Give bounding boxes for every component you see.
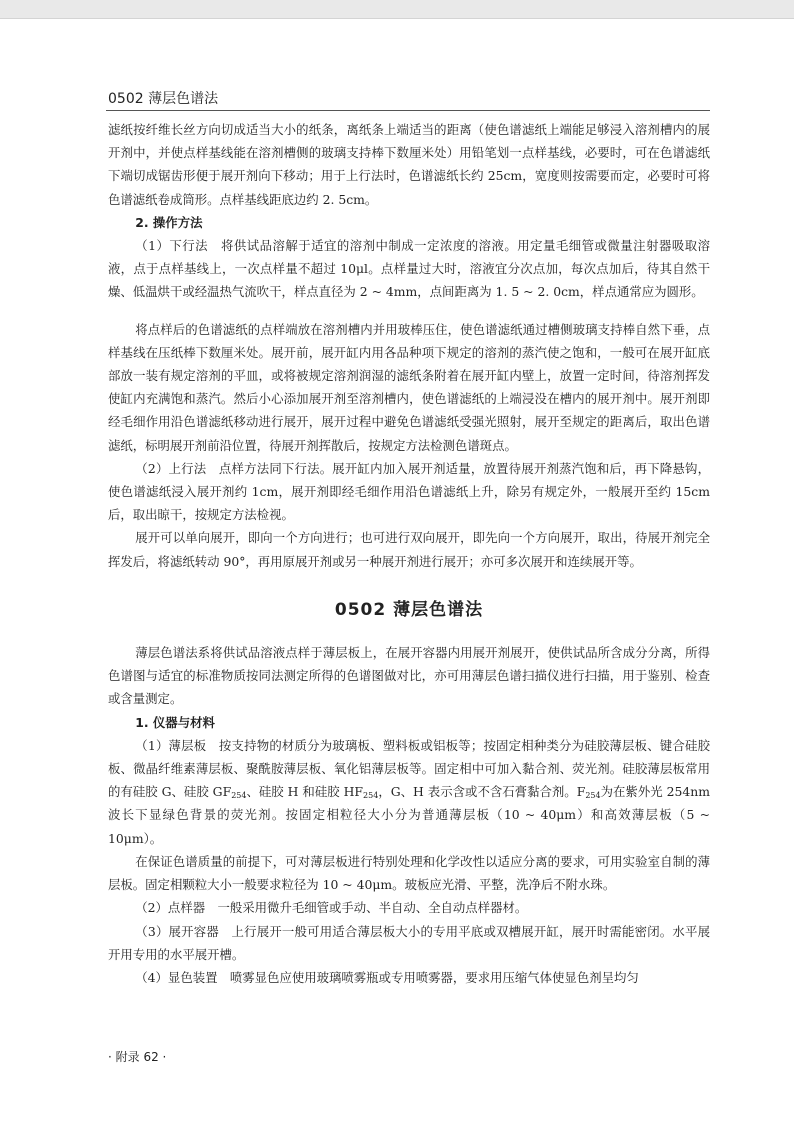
paragraph-development-container: （3）展开容器 上行展开一般可用适合薄层板大小的专用平底或双槽展开缸，展开时需能密闭。水平展开用专用的水平展开槽。 [108,923,710,962]
plate-text-part-2: 、硅胶 H 和硅胶 HF [246,784,364,800]
paragraph-development-procedure: 将点样后的色谱滤纸的点样端放在溶剂槽内并用玻棒压住，使色谱滤纸通过槽侧玻璃支持棒自然下垂，点样基线在压纸棒下数厘米处。展开前，展开缸内用各品种项下规定的溶剂的蒸汽使之饱和，一般可在展开缸底部放一装有规定溶剂的平皿，或将被规定溶剂润湿的滤纸条附着在展开缸内壁上，放置一定时间，待溶剂挥发使缸内充满饱和蒸汽。然后小心添加展开剂至溶剂槽内，使色谱滤纸的上端浸没在槽内的展开剂中。展开剂即经毛细作用沿色谱滤纸移动进行展开，展开过程中避免色谱滤纸受强光照射，展开至规定的距离后，取出色谱滤纸，标明展开剂前沿位置，待展开剂挥散后，按规定方法检测色谱斑点。 [108,321,710,453]
running-header: 0502 薄层色谱法 [108,91,219,107]
paragraph-color-device: （4）显色装置 喷雾显色应使用玻璃喷雾瓶或专用喷雾器，要求用压缩气体使显色剂呈均匀 [135,969,639,985]
paragraph-spotting-device: （2）点样器 一般采用微升毛细管或手动、半自动、全自动点样器材。 [135,900,528,916]
page-number: · 附录 62 · [108,1050,167,1064]
paragraph-ascending-method: （2）上行法 点样方法同下行法。展开缸内加入展开剂适量，放置待展开剂蒸汽饱和后，再下降悬钩，使色谱滤纸浸入展开剂约 1cm，展开剂即经毛细作用沿色谱滤纸上升，除另有规定外，一般展开至约 15cm 后，取出晾干，按规定方法检视。 [108,460,710,523]
plate-subscript-1: 254 [231,791,247,801]
paragraph-plate-quality: 在保证色谱质量的前提下，可对薄层板进行特别处理和化学改性以适应分离的要求，可用实验室自制的薄层板。固定相颗粒大小一般要求粒径为 10 ~ 40μm。玻板应光滑、平整，洗净后不附水珠。 [108,853,710,893]
subheading-operation-method: 2. 操作方法 [135,214,203,230]
paragraph-descending-method: （1）下行法 将供试品溶解于适宜的溶剂中制成一定浓度的溶液。用定量毛细管或微量注射器吸取溶液，点于点样基线上，一次点样量不超过 10μl。点样量过大时，溶液宜分次点加，每次点加后，待其自然干燥、低温烘干或经温热气流吹干，样点直径为 2 ~ 4mm，点间距离为 1. 5 ~ 2. 0cm，样点通常应为圆形。 [108,238,710,300]
plate-text-part-4: 为在紫外光 254nm 波长下显绿色背景的荧光剂。按固定相粒径大小分为普通薄层板（10 ~ 40μm）和高效薄层板（5 ~ 10μm）。 [108,784,710,846]
paragraph-filter-paper-prep: 滤纸按纤维长丝方向切成适当大小的纸条，离纸条上端适当的距离（使色谱滤纸上端能足够浸入溶剂槽内的展开剂中，并使点样基线能在溶剂槽侧的玻璃支持棒下数厘米处）用铅笔划一点样基线，必要时，可在色谱滤纸下端切成锯齿形便于展开剂向下移动；用于上行法时，色谱滤纸长约 25cm，宽度则按需要而定，必要时可将色谱滤纸卷成筒形。点样基线距底边约 2. 5cm。 [108,122,710,207]
scan-top-band [0,0,794,19]
plate-subscript-2: 254 [363,791,379,801]
subheading-instruments-materials: 1. 仪器与材料 [135,714,215,730]
header-rule [106,110,710,111]
plate-text-part-1: （1）薄层板 按支持物的材质分为玻璃板、塑料板或铝板等；按固定相种类分为硅胶薄层板、键合硅胶板、微晶纤维素薄层板、聚酰胺薄层板、氧化铝薄层板等。固定相中可加入黏合剂、荧光剂。硅胶薄层板常用的有硅胶 G、硅胶 GF [108,737,710,800]
section-title: 0502 薄层色谱法 [334,599,484,620]
plate-text-part-3: ，G、H 表示含或不含石膏黏合剂。F [378,784,586,800]
plate-subscript-3: 254 [585,791,601,801]
paragraph-thin-layer-plate [108,734,710,850]
paragraph-development-modes: 展开可以单向展开，即向一个方向进行；也可进行双向展开，即先向一个方向展开，取出，待展开剂完全挥发后，将滤纸转动 90°，再用原展开剂或另一种展开剂进行展开；亦可多次展开和连续展开等。 [108,530,710,569]
page-body [108,118,710,989]
paragraph-tlc-intro: 薄层色谱法系将供试品溶液点样于薄层板上，在展开容器内用展开剂展开，使供试品所含成分分离，所得色谱图与适宜的标准物质按同法测定所得的色谱图做对比，亦可用薄层色谱扫描仪进行扫描，用于鉴别、检查或含量测定。 [108,645,710,707]
